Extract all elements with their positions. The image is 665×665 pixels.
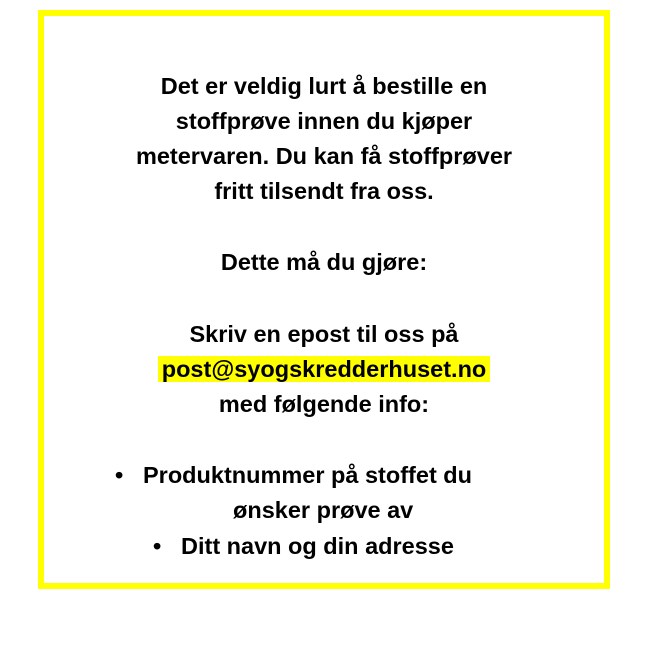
- email-link[interactable]: post@syogskredderhuset.no: [158, 356, 491, 382]
- notice-frame: [38, 10, 610, 589]
- email-row: [44, 352, 604, 387]
- bullet-item-1-continuation: ønsker prøve av: [233, 497, 414, 523]
- bullet-item-2-text: Ditt navn og din adresse: [181, 533, 454, 559]
- intro-line-1: Det er veldig lurt å bestille en: [160, 73, 488, 99]
- instruction-line: Skriv en epost til oss på: [189, 321, 459, 347]
- intro-line-4: fritt tilsendt fra oss.: [214, 178, 434, 204]
- info-line: med følgende info:: [218, 391, 430, 417]
- bullet-marker: •: [153, 533, 162, 559]
- bullet-item-1-line-1: Produktnummer på stoffet du: [143, 462, 473, 488]
- bullet-item-1: [115, 458, 472, 493]
- bullet-marker: •: [115, 462, 124, 488]
- intro-line-2: stoffprøve innen du kjøper: [175, 108, 473, 134]
- instructions-heading: Dette må du gjøre:: [220, 249, 428, 275]
- bullet-item-2: [153, 529, 454, 564]
- intro-line-3: metervaren. Du kan få stoffprøver: [135, 143, 513, 169]
